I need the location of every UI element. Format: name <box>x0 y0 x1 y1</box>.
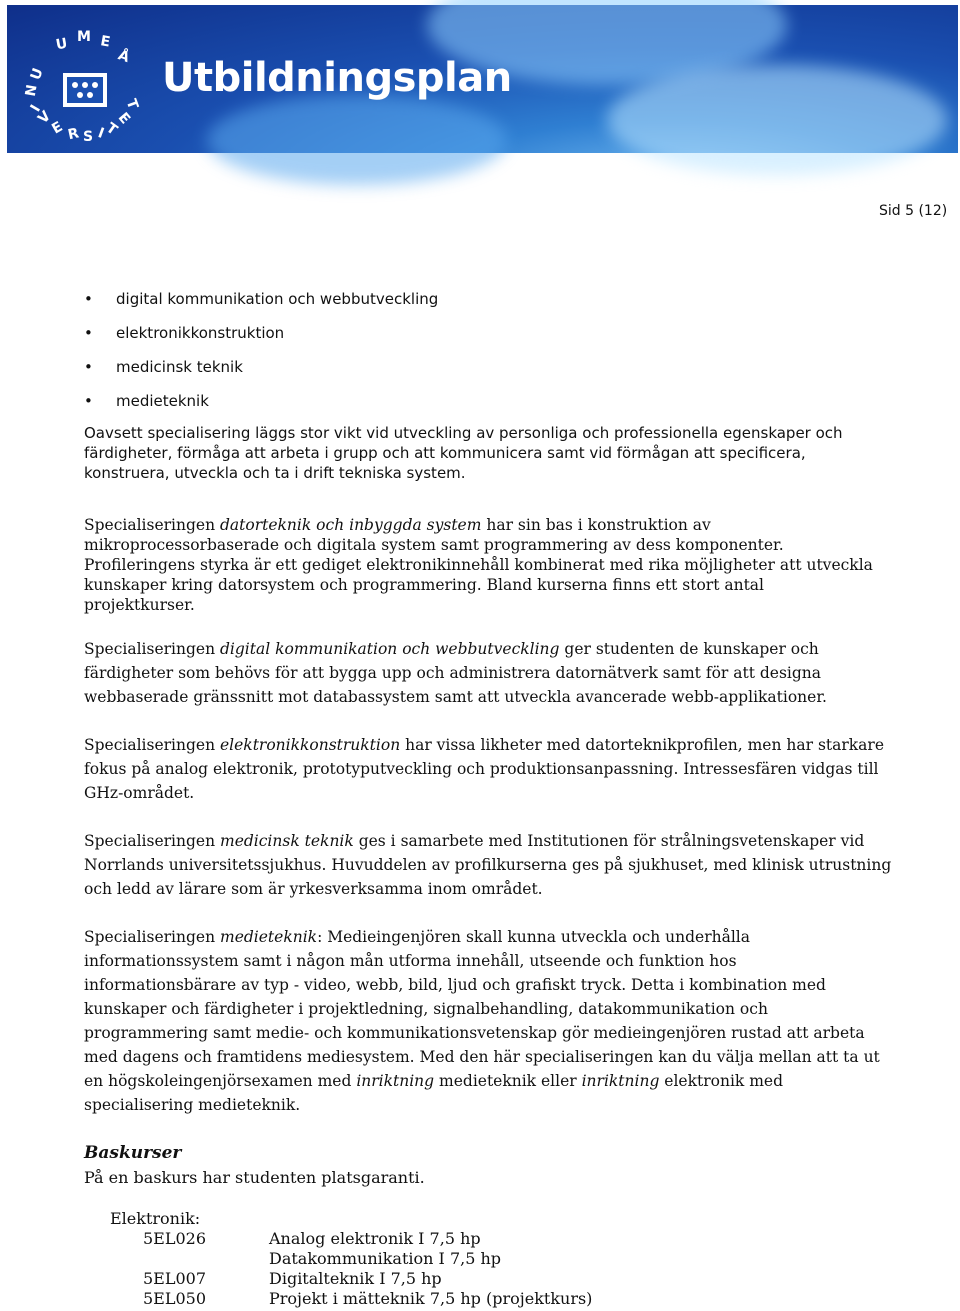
svg-text:U: U <box>54 35 69 54</box>
bullet-icon: • <box>84 358 93 376</box>
bullet-icon: • <box>84 324 93 342</box>
svg-text:T: T <box>103 120 121 139</box>
svg-text:E: E <box>99 33 112 51</box>
svg-text:E: E <box>114 109 134 128</box>
baskurser-text: På en baskurs har studenten platsgaranti. <box>84 1168 425 1187</box>
paragraph-digital-kommunikation: Specialiseringen digital kommunikation och webbutveckling ger studenten de kunskaper och färdigheter som behövs för att bygga upp och administrera datornätverk samt för att designa webbaserade gränssnitt mot databassystem samt att utveckla avancerade webb-applikationer. <box>84 640 827 706</box>
paragraph-datorteknik: Specialiseringen datorteknik och inbyggda system har sin bas i konstruktion av mikroprocessorbaserade och digitala system samt programmering av dess komponenter. Profileringens styrka är ett gediget elektronikinnehåll kombinerat med rika möjligheter att utveckla kunskaper kring datorsystem och programmering. Bland kurserna finns ett stort antal projektkurser. <box>84 516 873 614</box>
svg-text:E: E <box>49 118 66 138</box>
course-code: 5EL026 <box>143 1229 207 1248</box>
svg-text:I: I <box>27 102 45 115</box>
svg-text:Å: Å <box>115 47 132 67</box>
page-number: Sid 5 (12) <box>879 203 948 219</box>
course-name: Analog elektronik I 7,5 hp <box>269 1229 481 1248</box>
svg-text:R: R <box>66 125 81 144</box>
svg-text:V: V <box>35 108 55 128</box>
paragraph-elektronikkonstruktion: Specialiseringen elektronikkonstruktion har vissa likheter med datorteknikprofilen, men har starkare fokus på analog elektronik, prototyputveckling och produktionsanpassning. Intressesfären vidgas till GHz-området. <box>84 736 885 802</box>
intro-paragraph: Oavsett specialisering läggs stor vikt vid utveckling av personliga och professionella egenskaper och färdigheter, förmåga att arbeta i grupp och att kommunicera samt vid förmågan att specificera, konstruera, utveckla och ta i drift tekniska system. <box>84 424 843 482</box>
header-banner <box>7 5 958 153</box>
course-name: Projekt i mätteknik 7,5 hp (projektkurs) <box>269 1289 593 1308</box>
svg-text:S: S <box>83 129 94 145</box>
bullet-icon: • <box>84 392 93 410</box>
section-heading: Baskurser <box>84 1143 182 1163</box>
svg-text:T: T <box>122 97 141 112</box>
svg-text:U: U <box>27 66 47 83</box>
course-group-label: Elektronik: <box>110 1209 201 1228</box>
svg-text:I: I <box>95 125 107 142</box>
course-name: Digitalteknik I 7,5 hp <box>269 1269 442 1288</box>
course-name: Datakommunikation I 7,5 hp <box>269 1249 502 1268</box>
paragraph-medieteknik: Specialiseringen medieteknik: Medieingenjören skall kunna utveckla och underhålla informationssystem samt i någon mån utforma innehåll, utseende och funktion hos informationsbärare av typ - video, webb, bild, ljud och grafiskt tryck. Detta i kombination med kunskaper och färdigheter i projektledning, signalbehandling, datakommunikation och programmering samt medie- och kommunikationsvetenskap gör medieingenjören rustad att arbeta med dagens och framtidens mediesystem. Med den här specialiseringen kan du välja mellan att ta ut en högskoleingenjörsexamen med inriktning medieteknik eller inriktning elektronik med specialisering medieteknik. <box>84 928 880 1114</box>
bullet-icon: • <box>84 290 93 308</box>
paragraph-medicinsk-teknik: Specialiseringen medicinsk teknik ges i samarbete med Institutionen för strålningsvetenskaper vid Norrlands universitetssjukhus. Huvuddelen av profilkurserna ges på sjukhuset, med klinisk utrustning och ledd av lärare som är yrkesverksamma inom området. <box>84 832 892 898</box>
university-logo <box>22 23 145 145</box>
svg-text:M: M <box>77 29 91 45</box>
course-code: 5EL050 <box>143 1289 207 1308</box>
course-code: 5EL007 <box>143 1269 207 1288</box>
document-title: Utbildningsplan <box>162 55 512 101</box>
svg-text:N: N <box>22 83 41 98</box>
